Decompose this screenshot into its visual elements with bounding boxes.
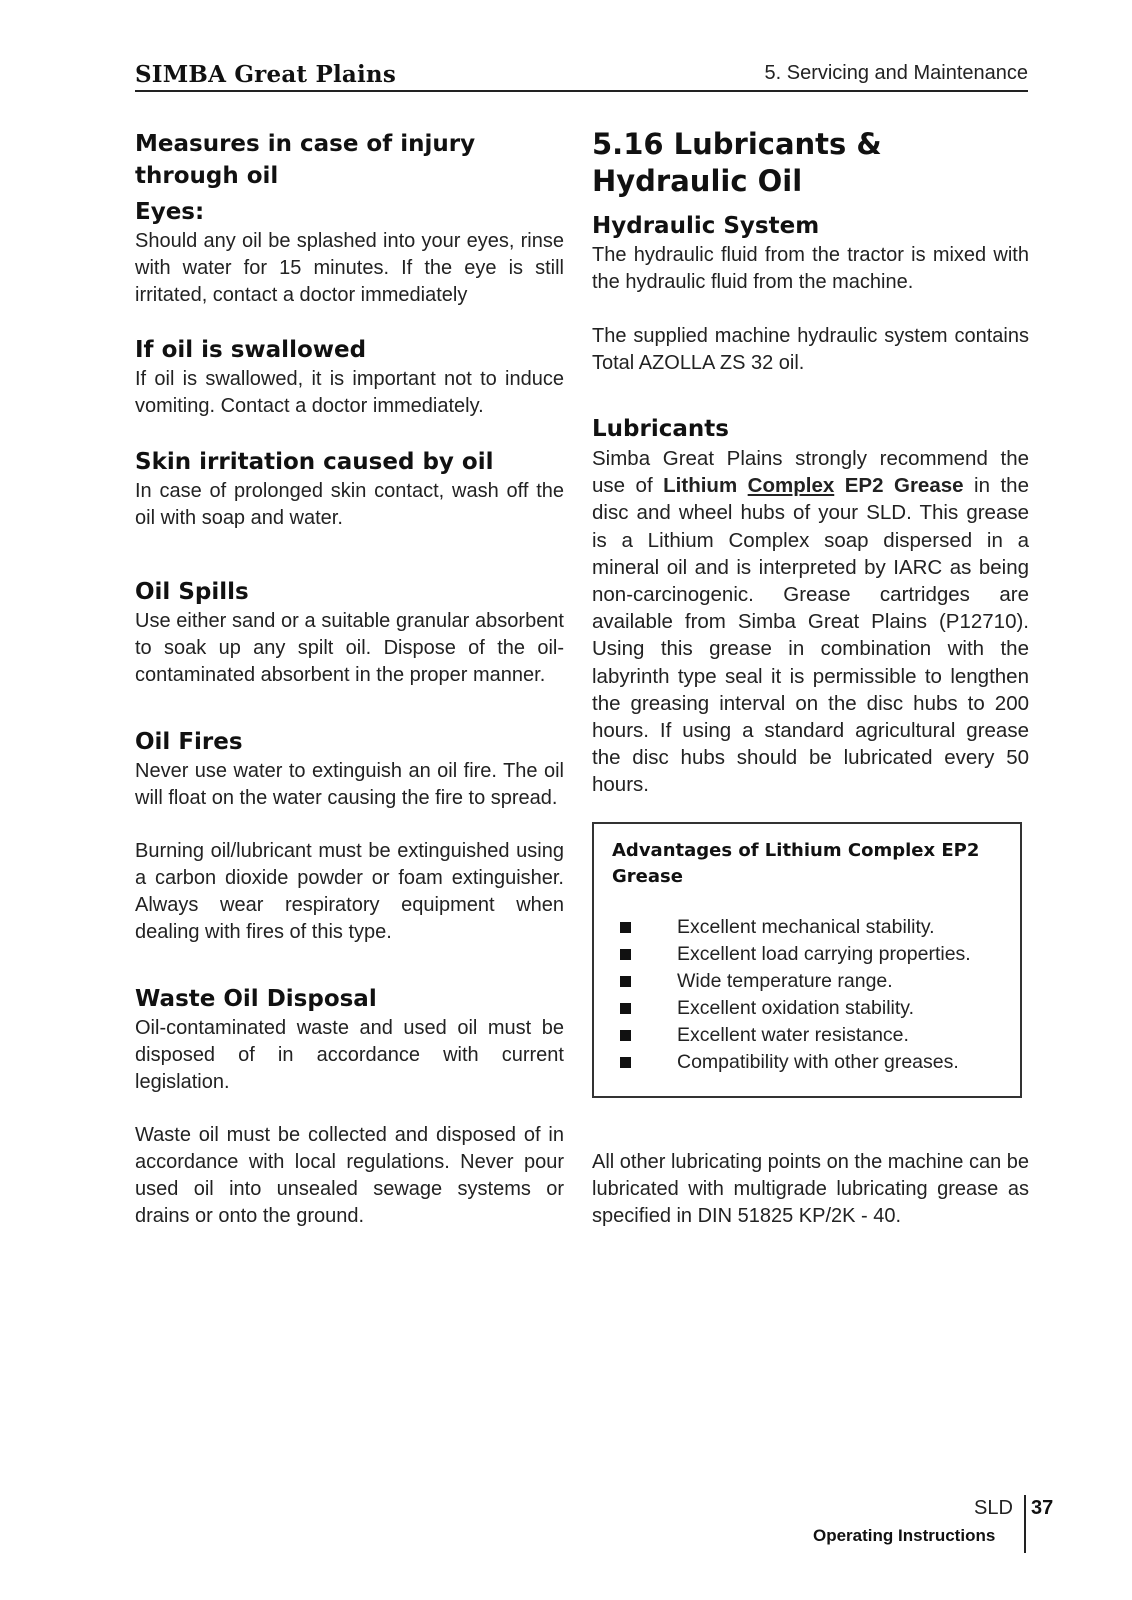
skin-heading: Skin irritation caused by oil xyxy=(135,449,494,475)
advantages-title: Advantages of Lithium Complex EP2 Grease xyxy=(612,840,980,887)
waste-text-1: Oil-contaminated waste and used oil must be disposed of in accordance with current legislation. xyxy=(135,1017,564,1093)
list-item: Excellent load carrying properties. xyxy=(612,941,1002,968)
waste-heading: Waste Oil Disposal xyxy=(135,986,377,1012)
lubricants-heading: Lubricants xyxy=(592,416,729,442)
eyes-text: Should any oil be splashed into your eyes, rinse with water for 15 minutes. If the eye is still irritated, contact a doctor immediately xyxy=(135,230,564,306)
other-lubrication-text: All other lubricating points on the machine can be lubricated with multigrade lubricating grease as specified in DIN 51825 KP/2K - 40. xyxy=(592,1151,1029,1227)
left-column xyxy=(135,128,564,1230)
section-reference: 5. Servicing and Maintenance xyxy=(764,62,1028,84)
list-item: Excellent mechanical stability. xyxy=(612,914,1002,941)
page-number: 37 xyxy=(1031,1497,1054,1519)
hydraulic-text-2: The supplied machine hydraulic system contains Total AZOLLA ZS 32 oil. xyxy=(592,325,1029,374)
skin-text: In case of prolonged skin contact, wash off the oil with soap and water. xyxy=(135,480,564,529)
page-header xyxy=(135,56,1028,92)
hydraulic-heading: Hydraulic System xyxy=(592,213,820,239)
waste-text-2: Waste oil must be collected and disposed of in accordance with local regulations. Never pour used oil into unsealed sewage systems or drains or onto the ground. xyxy=(135,1124,564,1227)
section-title: 5.16 Lubricants & Hydraulic Oil xyxy=(592,127,882,198)
spills-text: Use either sand or a suitable granular absorbent to soak up any spilt oil. Dispose of the oil-contaminated absorbent in the proper manner. xyxy=(135,610,564,686)
spills-heading: Oil Spills xyxy=(135,579,249,605)
fires-heading: Oil Fires xyxy=(135,729,243,755)
list-item: Wide temperature range. xyxy=(612,968,1002,995)
brand-logo-text: SIMBA Great Plains xyxy=(135,61,396,88)
fires-text-2: Burning oil/lubricant must be extinguished using a carbon dioxide powder or foam extinguisher. Always wear respiratory equipment when dealing with fires of this type. xyxy=(135,840,564,943)
swallowed-heading: If oil is swallowed xyxy=(135,337,367,363)
swallowed-text: If oil is swallowed, it is important not to induce vomiting. Contact a doctor immediately. xyxy=(135,368,564,417)
lubricant-name-part2: EP2 Grease xyxy=(834,474,964,498)
footer-subtitle: Operating Instructions xyxy=(813,1526,996,1545)
lubricants-text xyxy=(592,445,1029,799)
list-item: Excellent oxidation stability. xyxy=(612,995,1002,1022)
lubricants-text-intro: Simba Great Plains strongly recommend the use of xyxy=(592,447,1029,498)
footer-model-code: SLD xyxy=(974,1497,1013,1519)
right-column xyxy=(592,126,1029,799)
lubricant-name-complex: Complex xyxy=(747,474,835,498)
fires-text-1: Never use water to extinguish an oil fire. The oil will float on the water causing the fire to spread. xyxy=(135,760,564,809)
footer-divider xyxy=(1024,1495,1026,1553)
lubricants-text-rest: in the disc and wheel hubs of your SLD. This grease is a Lithium Complex soap dispersed in a mineral oil and is interpreted by IARC as being non-carcinogenic. Grease cartridges are available from Simba Great Plains (P12710). Using this grease in combination with the labyrinth type seal it is permissible to lengthen the greasing interval on the disc hubs to 200 hours. If using a standard agricultural grease the disc hubs should be lubricated every 50 hours. xyxy=(592,474,1029,797)
injury-heading: Measures in case of injury through oil xyxy=(135,131,476,189)
advantages-box xyxy=(592,822,1022,1098)
eyes-heading: Eyes: xyxy=(135,199,205,225)
list-item: Excellent water resistance. xyxy=(612,1022,1002,1049)
hydraulic-text-1: The hydraulic fluid from the tractor is mixed with the hydraulic fluid from the machine. xyxy=(592,244,1029,293)
lubricant-name-part1: Lithium xyxy=(663,474,748,498)
list-item: Compatibility with other greases. xyxy=(612,1049,1002,1076)
advantages-list xyxy=(612,914,1002,1076)
